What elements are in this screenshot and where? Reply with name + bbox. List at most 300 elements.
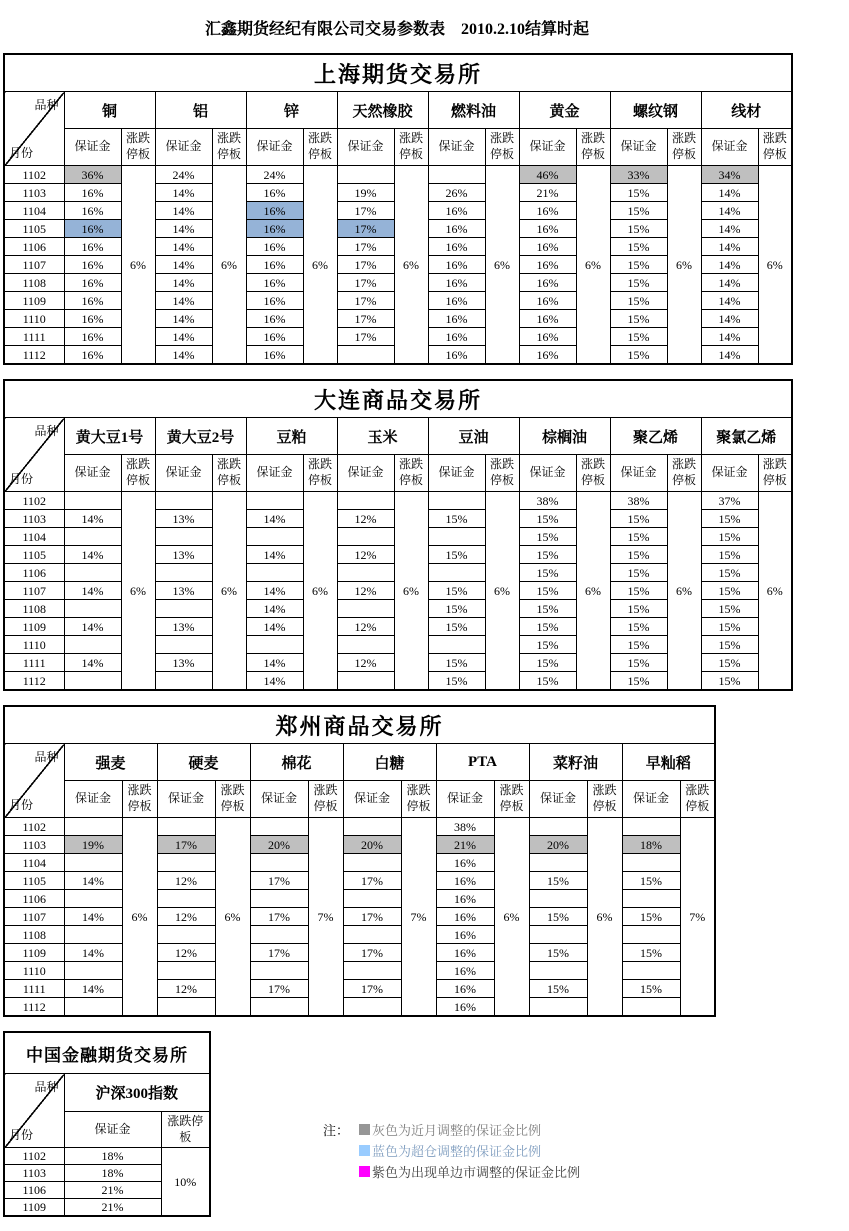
month-cell: 1104 <box>4 854 64 872</box>
margin-cell: 14% <box>246 510 303 528</box>
commodity-name: 豆粕 <box>246 418 337 455</box>
margin-cell <box>428 564 485 582</box>
legend-text: 蓝色为超仓调整的保证金比例 <box>372 1144 542 1159</box>
margin-cell <box>64 672 121 691</box>
margin-cell: 15% <box>519 618 576 636</box>
margin-cell: 14% <box>155 256 212 274</box>
margin-cell: 16% <box>64 202 121 220</box>
margin-cell: 15% <box>519 672 576 691</box>
month-cell: 1105 <box>4 220 64 238</box>
month-cell: 1102 <box>4 818 64 836</box>
margin-cell: 14% <box>64 908 122 926</box>
margin-cell: 15% <box>519 528 576 546</box>
margin-cell: 15% <box>519 582 576 600</box>
margin-cell: 15% <box>610 582 667 600</box>
margin-cell <box>64 528 121 546</box>
margin-cell <box>250 890 308 908</box>
margin-cell: 14% <box>246 672 303 691</box>
margin-cell <box>337 528 394 546</box>
margin-cell <box>428 528 485 546</box>
margin-cell: 16% <box>519 274 576 292</box>
margin-cell <box>337 346 394 365</box>
exchange-table <box>3 1031 211 1217</box>
margin-cell: 15% <box>610 346 667 365</box>
margin-cell: 12% <box>337 654 394 672</box>
margin-cell: 19% <box>337 184 394 202</box>
margin-cell <box>428 636 485 654</box>
margin-header: 保证金 <box>250 781 308 818</box>
margin-cell <box>622 926 680 944</box>
margin-cell: 15% <box>428 654 485 672</box>
limit-cell: 7% <box>308 818 343 1017</box>
margin-cell: 12% <box>157 980 215 998</box>
margin-cell: 34% <box>701 166 758 184</box>
margin-cell <box>64 962 122 980</box>
exchange-title-row <box>4 54 792 92</box>
margin-cell: 16% <box>428 346 485 365</box>
margin-cell <box>250 854 308 872</box>
margin-cell: 38% <box>519 492 576 510</box>
commodity-header-row <box>4 744 715 781</box>
margin-cell: 20% <box>343 836 401 854</box>
margin-header: 保证金 <box>428 129 485 166</box>
margin-cell: 15% <box>610 328 667 346</box>
margin-cell <box>622 998 680 1017</box>
limit-header: 涨跌停板 <box>121 129 155 166</box>
legend <box>323 1119 580 1182</box>
month-cell: 1110 <box>4 636 64 654</box>
exchange-title-row <box>4 1032 210 1074</box>
limit-cell: 6% <box>576 166 610 365</box>
limit-header: 涨跌停板 <box>215 781 250 818</box>
margin-cell: 14% <box>701 328 758 346</box>
margin-cell <box>64 818 122 836</box>
margin-cell: 12% <box>157 872 215 890</box>
margin-cell: 15% <box>519 654 576 672</box>
commodity-name: 燃料油 <box>428 92 519 129</box>
variety-label: 品种 <box>34 424 59 438</box>
margin-cell: 14% <box>155 238 212 256</box>
margin-cell: 17% <box>343 980 401 998</box>
limit-cell: 6% <box>394 492 428 691</box>
margin-cell: 15% <box>701 546 758 564</box>
commodity-name: PTA <box>436 744 529 781</box>
margin-cell: 14% <box>701 238 758 256</box>
margin-cell <box>428 166 485 184</box>
margin-cell: 15% <box>610 292 667 310</box>
margin-cell <box>157 890 215 908</box>
margin-cell: 15% <box>610 274 667 292</box>
exchange-title-row <box>4 380 792 418</box>
margin-cell: 15% <box>701 672 758 691</box>
margin-cell: 21% <box>64 1199 161 1217</box>
margin-cell: 16% <box>64 256 121 274</box>
month-cell: 1108 <box>4 274 64 292</box>
limit-header: 涨跌停板 <box>303 455 337 492</box>
margin-cell: 16% <box>64 292 121 310</box>
margin-cell: 16% <box>436 998 494 1017</box>
margin-cell: 17% <box>337 202 394 220</box>
margin-cell: 16% <box>246 274 303 292</box>
margin-cell: 15% <box>701 618 758 636</box>
limit-cell: 6% <box>587 818 622 1017</box>
margin-cell: 18% <box>64 1148 161 1165</box>
month-cell: 1111 <box>4 328 64 346</box>
margin-cell <box>337 564 394 582</box>
margin-cell: 16% <box>246 346 303 365</box>
month-cell: 1103 <box>4 836 64 854</box>
margin-cell: 15% <box>529 908 587 926</box>
margin-cell: 17% <box>343 944 401 962</box>
commodity-name: 棕榈油 <box>519 418 610 455</box>
limit-header: 涨跌停板 <box>122 781 157 818</box>
margin-cell: 16% <box>428 328 485 346</box>
margin-cell: 15% <box>428 672 485 691</box>
limit-header: 涨跌停板 <box>394 455 428 492</box>
month-cell: 1109 <box>4 618 64 636</box>
margin-cell <box>250 998 308 1017</box>
limit-header: 涨跌停板 <box>494 781 529 818</box>
exchange-title: 中国金融期货交易所 <box>4 1032 210 1074</box>
legend-swatch-icon <box>359 1145 370 1156</box>
margin-cell: 14% <box>701 184 758 202</box>
month-cell: 1103 <box>4 1165 64 1182</box>
margin-cell: 15% <box>610 310 667 328</box>
margin-cell: 15% <box>701 582 758 600</box>
limit-header: 涨跌停板 <box>485 129 519 166</box>
month-label: 月份 <box>9 146 34 160</box>
margin-cell: 16% <box>428 220 485 238</box>
margin-cell: 14% <box>155 202 212 220</box>
commodity-name: 硬麦 <box>157 744 250 781</box>
commodity-name: 棉花 <box>250 744 343 781</box>
legend-item <box>323 1161 580 1182</box>
margin-cell: 16% <box>64 184 121 202</box>
month-cell: 1107 <box>4 582 64 600</box>
margin-cell: 16% <box>436 854 494 872</box>
limit-header: 涨跌停板 <box>308 781 343 818</box>
margin-cell <box>622 854 680 872</box>
margin-header: 保证金 <box>519 455 576 492</box>
margin-cell <box>343 818 401 836</box>
month-cell: 1103 <box>4 184 64 202</box>
margin-header: 保证金 <box>610 455 667 492</box>
month-cell: 1112 <box>4 346 64 365</box>
margin-cell: 26% <box>428 184 485 202</box>
margin-cell <box>343 998 401 1017</box>
margin-cell: 15% <box>610 600 667 618</box>
commodity-name: 玉米 <box>337 418 428 455</box>
margin-cell <box>250 926 308 944</box>
commodity-header-row <box>4 92 792 129</box>
margin-cell: 16% <box>246 184 303 202</box>
margin-cell: 16% <box>436 944 494 962</box>
margin-cell <box>155 600 212 618</box>
commodity-name: 黄大豆1号 <box>64 418 155 455</box>
margin-cell: 16% <box>428 256 485 274</box>
margin-cell <box>337 672 394 691</box>
margin-cell: 37% <box>701 492 758 510</box>
limit-header: 涨跌停板 <box>680 781 715 818</box>
margin-cell: 15% <box>610 510 667 528</box>
margin-cell <box>622 962 680 980</box>
margin-cell: 16% <box>428 238 485 256</box>
margin-cell: 16% <box>246 310 303 328</box>
margin-cell <box>337 600 394 618</box>
margin-cell <box>155 492 212 510</box>
margin-cell: 14% <box>155 184 212 202</box>
limit-cell: 6% <box>121 492 155 691</box>
limit-cell: 6% <box>485 492 519 691</box>
limit-cell: 6% <box>758 166 792 365</box>
limit-header: 涨跌停板 <box>212 455 246 492</box>
margin-cell: 17% <box>250 944 308 962</box>
margin-cell <box>529 854 587 872</box>
margin-cell: 14% <box>64 618 121 636</box>
limit-header: 涨跌停板 <box>121 455 155 492</box>
margin-cell: 36% <box>64 166 121 184</box>
subheader-row <box>4 455 792 492</box>
margin-header: 保证金 <box>64 781 122 818</box>
month-cell: 1107 <box>4 256 64 274</box>
limit-cell: 7% <box>680 818 715 1017</box>
month-cell: 1111 <box>4 980 64 998</box>
exchange-title: 大连商品交易所 <box>4 380 792 418</box>
limit-cell: 6% <box>576 492 610 691</box>
commodity-name: 豆油 <box>428 418 519 455</box>
margin-cell: 24% <box>246 166 303 184</box>
commodity-header-row <box>4 418 792 455</box>
margin-cell: 16% <box>519 328 576 346</box>
margin-cell: 21% <box>519 184 576 202</box>
margin-cell: 14% <box>155 346 212 365</box>
margin-cell: 13% <box>155 546 212 564</box>
month-cell: 1110 <box>4 962 64 980</box>
margin-cell: 12% <box>157 944 215 962</box>
variety-label: 品种 <box>34 750 59 764</box>
limit-cell: 6% <box>212 492 246 691</box>
margin-cell: 15% <box>519 510 576 528</box>
margin-header: 保证金 <box>701 129 758 166</box>
margin-cell: 12% <box>157 908 215 926</box>
margin-cell <box>157 998 215 1017</box>
margin-cell: 16% <box>519 238 576 256</box>
margin-cell: 17% <box>343 872 401 890</box>
margin-cell: 18% <box>622 836 680 854</box>
commodity-name: 天然橡胶 <box>337 92 428 129</box>
margin-cell: 16% <box>519 310 576 328</box>
commodity-name: 强麦 <box>64 744 157 781</box>
month-cell: 1112 <box>4 998 64 1017</box>
margin-cell: 15% <box>610 654 667 672</box>
margin-cell: 14% <box>701 292 758 310</box>
data-row <box>4 166 792 184</box>
margin-header: 保证金 <box>64 1112 161 1148</box>
margin-cell <box>64 600 121 618</box>
variety-month-corner-cell <box>4 1074 64 1148</box>
margin-header: 保证金 <box>519 129 576 166</box>
margin-cell: 17% <box>157 836 215 854</box>
margin-cell: 15% <box>701 600 758 618</box>
margin-cell: 16% <box>519 346 576 365</box>
exchange-table <box>3 705 716 1017</box>
exchange-table <box>3 53 793 365</box>
margin-cell: 16% <box>428 292 485 310</box>
limit-cell: 6% <box>215 818 250 1017</box>
limit-cell: 6% <box>667 166 701 365</box>
limit-header: 涨跌停板 <box>303 129 337 166</box>
legend-note-label: 注： <box>323 1123 350 1138</box>
margin-cell <box>529 926 587 944</box>
margin-cell: 15% <box>701 510 758 528</box>
margin-cell <box>529 998 587 1017</box>
margin-cell <box>64 890 122 908</box>
exchange-title: 郑州商品交易所 <box>4 706 715 744</box>
margin-cell: 15% <box>701 636 758 654</box>
limit-header: 涨跌停板 <box>485 455 519 492</box>
margin-header: 保证金 <box>155 455 212 492</box>
subheader-row <box>4 781 715 818</box>
margin-cell: 14% <box>64 582 121 600</box>
margin-cell <box>246 528 303 546</box>
margin-cell: 15% <box>610 184 667 202</box>
margin-cell: 24% <box>155 166 212 184</box>
margin-cell: 15% <box>622 872 680 890</box>
margin-cell: 17% <box>337 310 394 328</box>
margin-cell <box>428 492 485 510</box>
limit-cell: 10% <box>161 1148 210 1217</box>
limit-header: 涨跌停板 <box>758 455 792 492</box>
margin-header: 保证金 <box>246 129 303 166</box>
margin-cell: 12% <box>337 546 394 564</box>
margin-cell: 15% <box>519 600 576 618</box>
limit-cell: 6% <box>303 492 337 691</box>
margin-cell <box>250 962 308 980</box>
margin-cell: 14% <box>155 292 212 310</box>
margin-header: 保证金 <box>157 781 215 818</box>
month-cell: 1109 <box>4 944 64 962</box>
margin-cell: 16% <box>64 238 121 256</box>
month-cell: 1108 <box>4 600 64 618</box>
margin-cell: 16% <box>64 274 121 292</box>
margin-cell <box>529 962 587 980</box>
margin-cell: 15% <box>622 908 680 926</box>
margin-cell: 14% <box>155 328 212 346</box>
margin-cell: 14% <box>246 546 303 564</box>
margin-cell: 16% <box>428 202 485 220</box>
variety-label: 品种 <box>34 98 59 112</box>
margin-cell: 12% <box>337 618 394 636</box>
margin-header: 保证金 <box>343 781 401 818</box>
margin-cell: 16% <box>246 328 303 346</box>
margin-cell: 17% <box>250 980 308 998</box>
margin-cell: 12% <box>337 582 394 600</box>
limit-cell: 6% <box>758 492 792 691</box>
cffex-slot <box>3 1031 211 1231</box>
commodity-name: 白糖 <box>343 744 436 781</box>
margin-cell: 15% <box>428 582 485 600</box>
margin-cell <box>246 636 303 654</box>
margin-cell: 20% <box>250 836 308 854</box>
margin-cell: 12% <box>337 510 394 528</box>
margin-cell <box>157 818 215 836</box>
margin-cell: 16% <box>246 220 303 238</box>
margin-cell: 14% <box>64 654 121 672</box>
margin-cell: 13% <box>155 654 212 672</box>
margin-cell: 14% <box>64 944 122 962</box>
margin-cell: 38% <box>610 492 667 510</box>
subheader-row <box>4 129 792 166</box>
legend-text: 灰色为近月调整的保证金比例 <box>372 1123 542 1138</box>
margin-cell: 14% <box>246 582 303 600</box>
margin-cell <box>155 564 212 582</box>
commodity-name: 螺纹钢 <box>610 92 701 129</box>
margin-cell: 19% <box>64 836 122 854</box>
month-cell: 1105 <box>4 546 64 564</box>
margin-cell: 16% <box>428 274 485 292</box>
variety-month-corner-cell <box>4 744 64 818</box>
margin-cell: 15% <box>610 672 667 691</box>
legend-item <box>323 1119 580 1140</box>
margin-cell: 14% <box>155 310 212 328</box>
margin-cell <box>64 998 122 1017</box>
margin-header: 保证金 <box>155 129 212 166</box>
margin-cell: 17% <box>343 908 401 926</box>
commodity-name: 聚氯乙烯 <box>701 418 792 455</box>
margin-cell <box>337 636 394 654</box>
month-cell: 1109 <box>4 292 64 310</box>
limit-cell: 6% <box>212 166 246 365</box>
margin-cell <box>64 564 121 582</box>
margin-cell: 15% <box>529 944 587 962</box>
month-label: 月份 <box>9 798 34 812</box>
exchange-title-row <box>4 706 715 744</box>
commodity-name: 黄大豆2号 <box>155 418 246 455</box>
margin-cell: 15% <box>610 618 667 636</box>
commodity-header-row <box>4 1074 210 1112</box>
margin-cell: 16% <box>64 220 121 238</box>
margin-cell: 20% <box>529 836 587 854</box>
margin-cell: 15% <box>610 220 667 238</box>
commodity-name: 线材 <box>701 92 792 129</box>
commodity-name: 锌 <box>246 92 337 129</box>
margin-cell: 15% <box>529 980 587 998</box>
limit-cell: 6% <box>303 166 337 365</box>
margin-cell: 14% <box>64 872 122 890</box>
month-cell: 1108 <box>4 926 64 944</box>
margin-cell: 16% <box>436 890 494 908</box>
margin-header: 保证金 <box>64 129 121 166</box>
limit-cell: 6% <box>121 166 155 365</box>
margin-cell: 13% <box>155 582 212 600</box>
margin-cell: 16% <box>436 908 494 926</box>
margin-header: 保证金 <box>622 781 680 818</box>
margin-cell <box>343 854 401 872</box>
margin-cell: 16% <box>64 310 121 328</box>
margin-cell: 17% <box>337 328 394 346</box>
margin-cell: 14% <box>64 510 121 528</box>
legend-item <box>323 1140 580 1161</box>
margin-cell <box>246 564 303 582</box>
margin-cell: 14% <box>246 600 303 618</box>
margin-cell: 17% <box>250 872 308 890</box>
margin-cell <box>155 672 212 691</box>
margin-cell: 14% <box>155 274 212 292</box>
page-title: 汇鑫期货经纪有限公司交易参数表 2010.2.10结算时起 <box>204 21 589 38</box>
margin-cell: 15% <box>428 510 485 528</box>
margin-cell <box>529 890 587 908</box>
margin-cell: 15% <box>622 980 680 998</box>
